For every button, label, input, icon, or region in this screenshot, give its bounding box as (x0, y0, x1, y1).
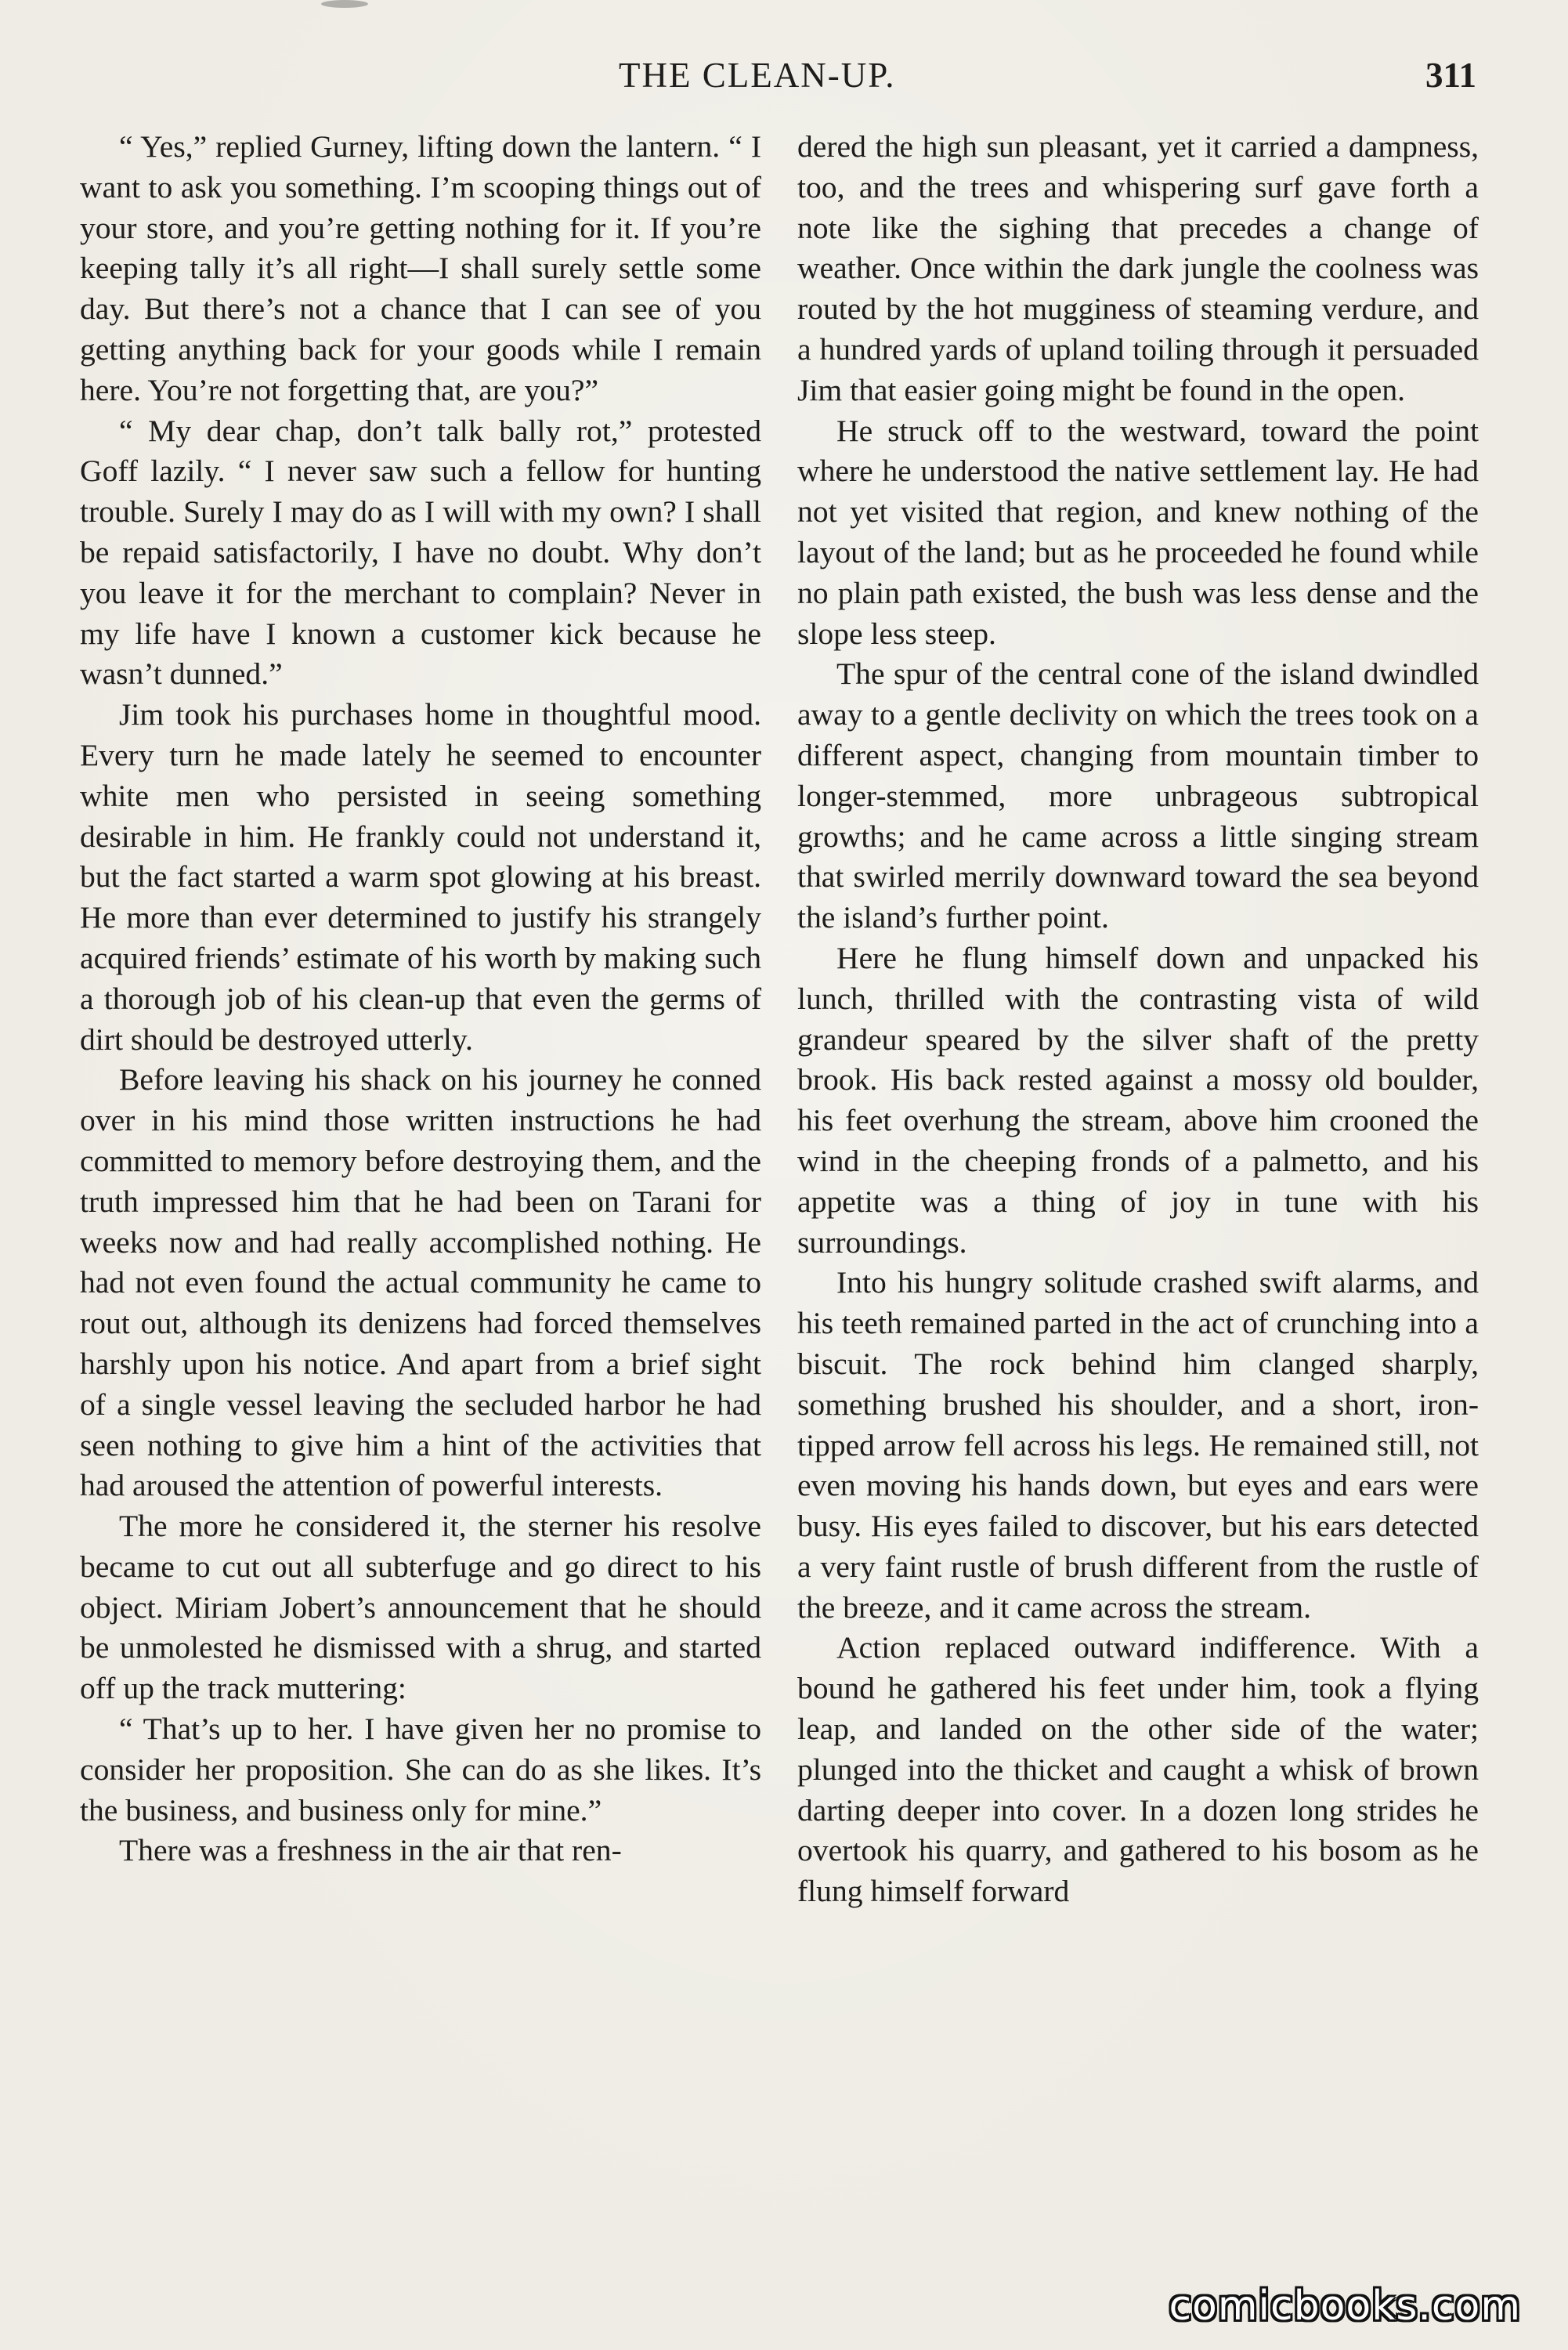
paragraph: There was a freshness in the air that ren- (119, 1833, 622, 1868)
page-number: 311 (1425, 56, 1476, 95)
running-title: THE CLEAN-UP. (619, 56, 896, 95)
paragraph: “ My dear chap, don’t talk bally rot,” protested Goff lazily. “ I never saw such a fellow for hunting trouble. Surely I may do as I will with my own? I shall be repaid satisfactorily, I have no doubt. Why don’t you leave it for the merchant to complain? Never in my life have I known a customer kick because he wasn’t dunned.” (80, 413, 761, 692)
paragraph: Into his hungry solitude crashed swift alarms, and his teeth remained parted in the act of crunching into a biscuit. The rock behind him clanged sharply, something brushed his shoulder, and a short, iron-tipped arrow fell across his legs. He remained still, not even moving his hands down, but eyes and ears were busy. His eyes failed to discover, but his ears detected a very faint rustle of brush different from the rustle of the breeze, and it came across the stream. (797, 1265, 1479, 1625)
paragraph: Action replaced outward indifference. With a bound he gathered his feet under him, took a flying leap, and landed on the other side of the water; plunged into the thicket and caught a whisk of brown darting deeper into cover. In a dozen long strides he overtook his quarry, and gathered to his bosom as he flung himself forward (797, 1630, 1479, 1909)
left-column (80, 127, 761, 1871)
paragraph-continued: dered the high sun pleasant, yet it carried a dampness, too, and the trees and whispering surf gave forth a note like the sighing that precedes a change of weather. Once within the dark jungle the coolness was routed by the hot mugginess of steaming verdure, and a hundred yards of upland toiling through it persuaded Jim that easier going might be found in the open. (797, 129, 1479, 407)
right-column (797, 127, 1479, 1912)
ink-smudge (321, 0, 368, 8)
paragraph: Jim took his purchases home in thoughtful mood. Every turn he made lately he seemed to encounter white men who persisted in seeing something desirable in him. He frankly could not understand it, but the fact started a warm spot glowing at his breast. He more than ever determined to justify his strangely acquired friends’ estimate of his worth by making such a thorough job of his clean-up that even the germs of dirt should be destroyed utterly. (80, 697, 761, 1057)
site-watermark: comicbooks.com (1169, 2283, 1521, 2330)
paragraph: The more he considered it, the sterner his resolve became to cut out all subterfuge and go direct to his object. Miriam Jobert’s announcement that he should be unmolested he dismissed with a shrug, and started off up the track muttering: (80, 1509, 761, 1706)
paragraph: Here he flung himself down and unpacked his lunch, thrilled with the contrasting vista of wild grandeur speared by the silver shaft of the pretty brook. His back rested against a mossy old boulder, his feet overhung the stream, above him crooned the wind in the cheeping fronds of a palmetto, and his appetite was a thing of joy in tune with his surroundings. (797, 940, 1479, 1260)
paragraph: “ That’s up to her. I have given her no promise to consider her proposition. She can do as she likes. It’s the business, and business only for mine.” (80, 1712, 761, 1828)
paragraph: The spur of the central cone of the island dwindled away to a gentle declivity on which the trees took on a different aspect, changing from mountain timber to longer-stemmed, more unbrageous subtropical growths; and he came across a little singing stream that swirled merrily downward toward the sea beyond the island’s further point. (797, 656, 1479, 935)
paragraph: He struck off to the westward, toward the point where he understood the native settlement lay. He had not yet visited that region, and knew nothing of the layout of the land; but as he proceeded he found while no plain path existed, the bush was less dense and the slope less steep. (797, 413, 1479, 651)
paragraph: “ Yes,” replied Gurney, lifting down the lantern. “ I want to ask you something. I’m scooping things out of your store, and you’re getting nothing for it. If you’re keeping tally it’s all right—I shall surely settle some day. But there’s not a chance that I can see of you getting anything back for your goods while I remain here. You’re not forgetting that, are you?” (80, 129, 761, 407)
running-head (78, 52, 1476, 99)
paragraph: Before leaving his shack on his journey he conned over in his mind those written instructions he had committed to memory before destroying them, and the truth impressed him that he had been on Tarani for weeks now and had really accomplished nothing. He had not even found the actual community he came to rout out, although its denizens had forced themselves harshly upon his notice. And apart from a brief sight of a single vessel leaving the secluded harbor he had seen nothing to give him a hint of the activities that had aroused the attention of powerful interests. (80, 1062, 761, 1503)
